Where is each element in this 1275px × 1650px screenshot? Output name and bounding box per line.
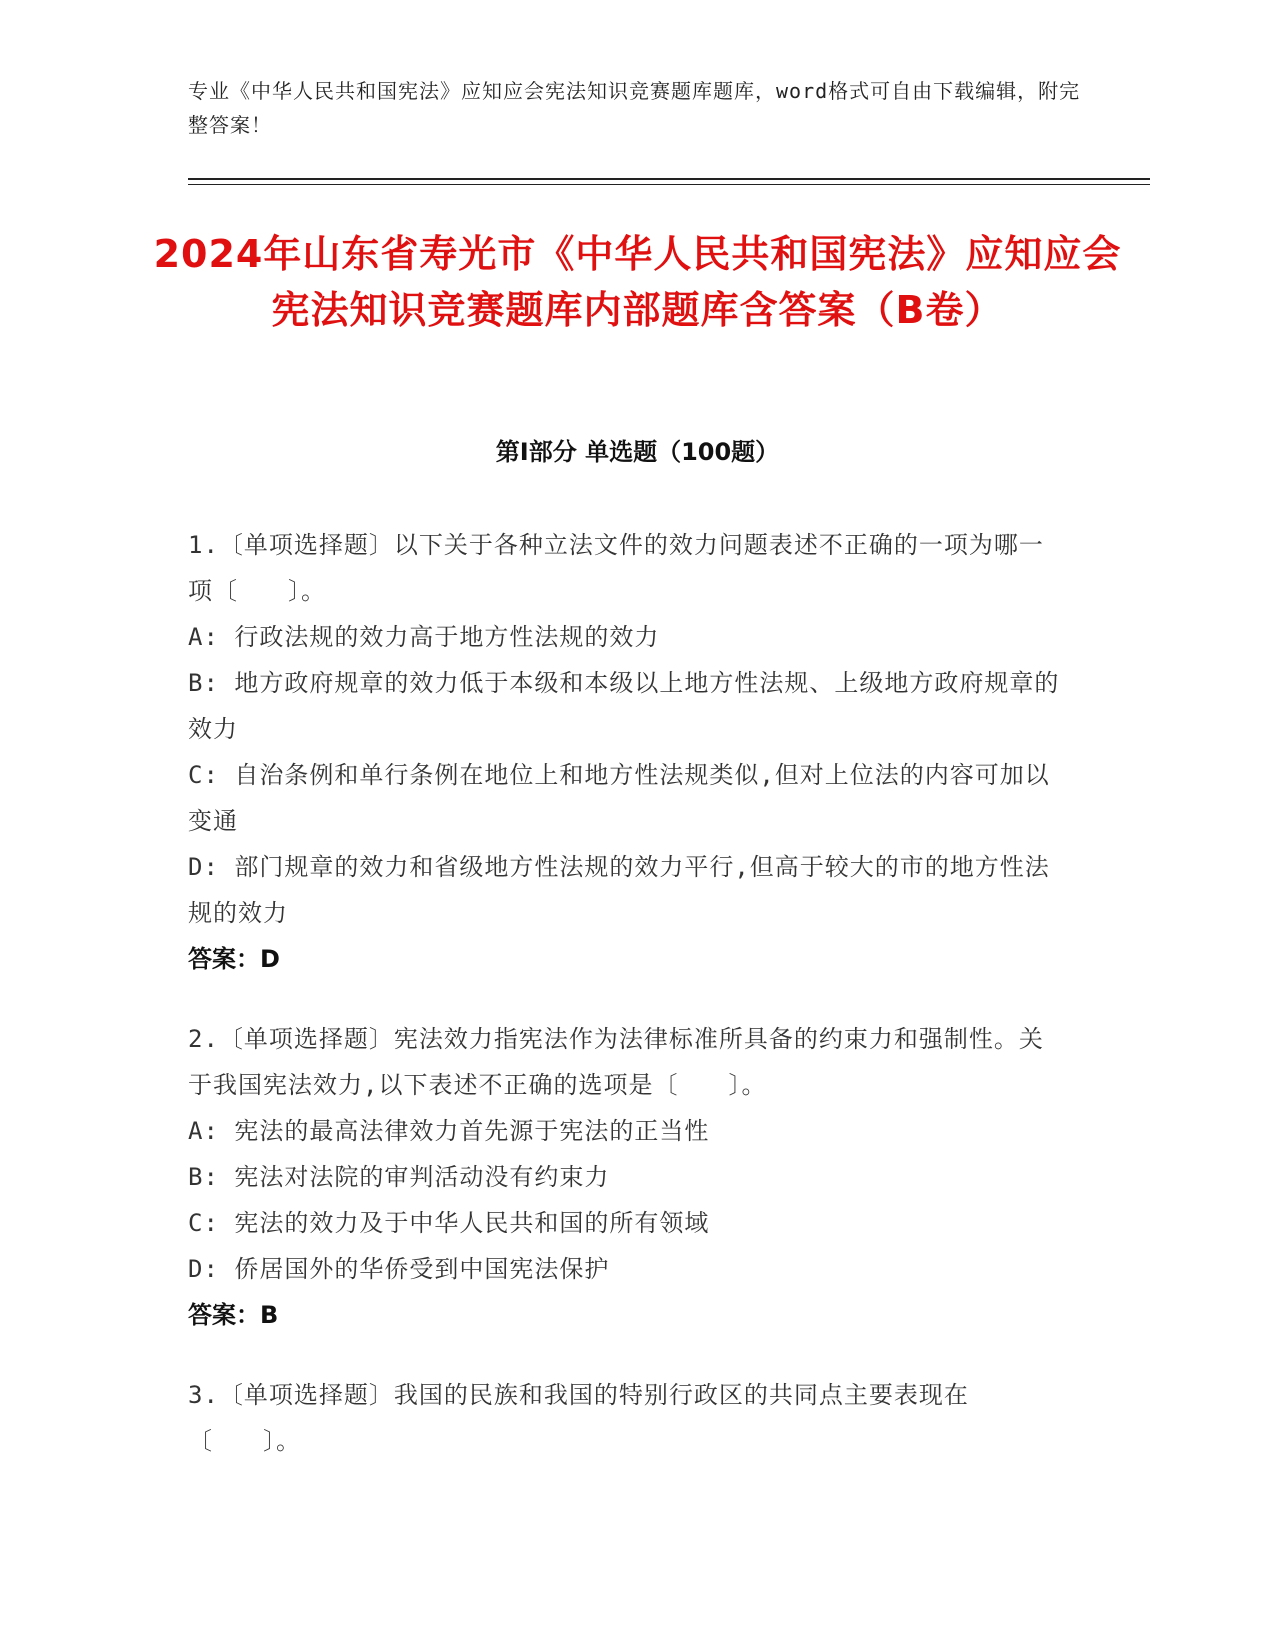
option-b: B: 地方政府规章的效力低于本级和本级以上地方性法规、上级地方政府规章的效力 <box>188 669 1060 743</box>
question-2 <box>188 1016 1068 1338</box>
header-note: 专业《中华人民共和国宪法》应知应会宪法知识竞赛题库题库，word格式可自由下载编辑，附完整答案！ <box>188 79 1081 137</box>
section-heading: 第I部分 单选题（100题） <box>495 438 780 466</box>
option-a: A: 行政法规的效力高于地方性法规的效力 <box>188 623 660 651</box>
option-a: A: 宪法的最高法律效力首先源于宪法的正当性 <box>188 1117 710 1145</box>
header-rule-thick <box>188 178 1150 180</box>
question-list <box>188 522 1068 1498</box>
option-c: C: 宪法的效力及于中华人民共和国的所有领域 <box>188 1209 710 1237</box>
document-title: 2024年山东省寿光市《中华人民共和国宪法》应知应会宪法知识竞赛题库内部题库含答案（B卷） <box>153 232 1122 332</box>
question-stem: 2.〔单项选择题〕宪法效力指宪法作为法律标准所具备的约束力和强制性。关于我国宪法效力,以下表述不正确的选项是〔 〕。 <box>188 1025 1044 1099</box>
question-3 <box>188 1372 1068 1464</box>
option-b: B: 宪法对法院的审判活动没有约束力 <box>188 1163 610 1191</box>
question-1 <box>188 522 1068 982</box>
option-d: D: 侨居国外的华侨受到中国宪法保护 <box>188 1255 610 1283</box>
question-stem: 1.〔单项选择题〕以下关于各种立法文件的效力问题表述不正确的一项为哪一项〔 〕。 <box>188 531 1044 605</box>
header-rule-thin <box>188 184 1150 185</box>
question-stem: 3.〔单项选择题〕我国的民族和我国的特别行政区的共同点主要表现在〔 〕。 <box>188 1381 969 1455</box>
option-d: D: 部门规章的效力和省级地方性法规的效力平行,但高于较大的市的地方性法规的效力 <box>188 853 1050 927</box>
option-c: C: 自治条例和单行条例在地位上和地方性法规类似,但对上位法的内容可加以变通 <box>188 761 1050 835</box>
answer: 答案：B <box>188 1301 279 1329</box>
answer: 答案：D <box>188 945 280 973</box>
